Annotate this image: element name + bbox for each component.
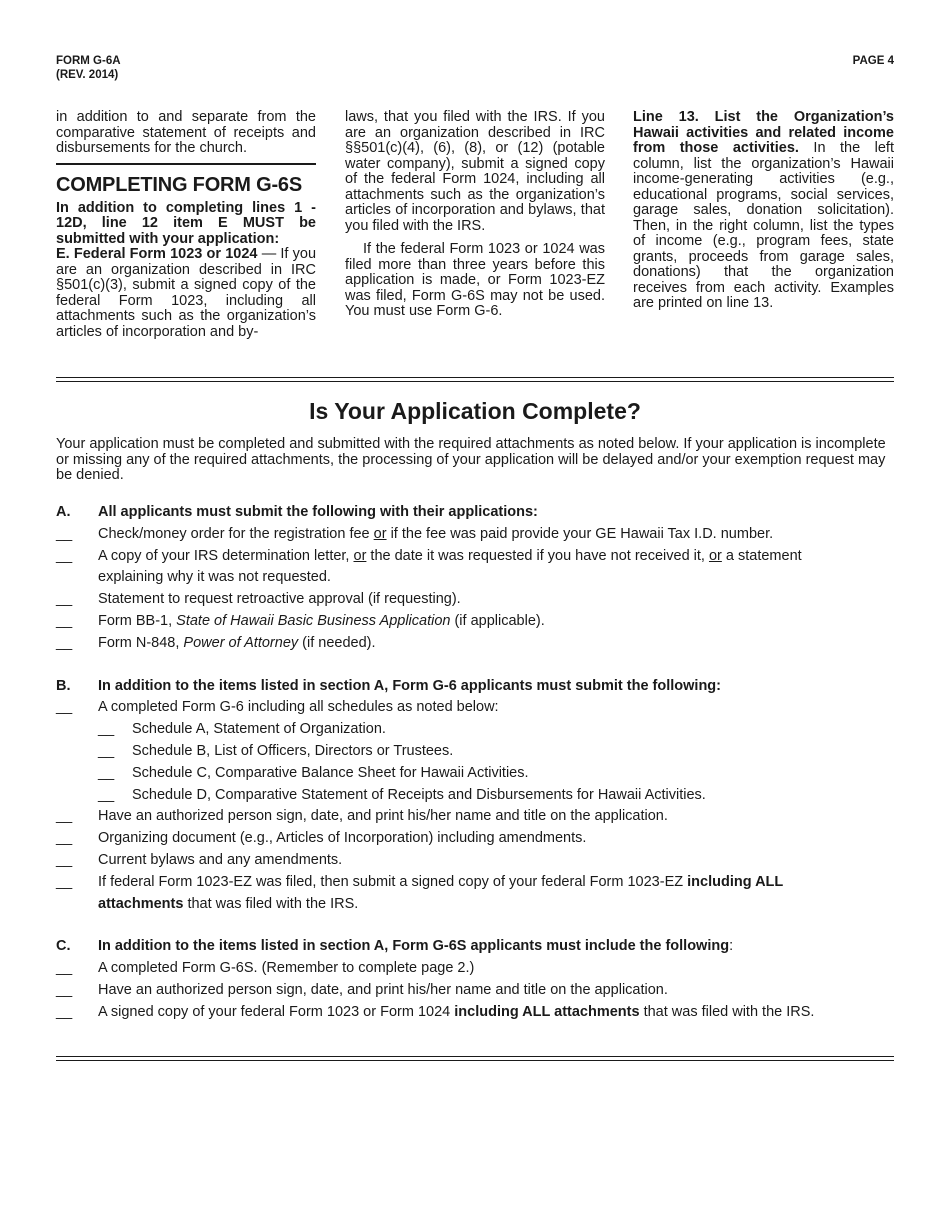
checklist-item [56, 980, 894, 1002]
item-text: Organizing document (e.g., Articles of Incorporation) including amendments. [98, 830, 587, 847]
section-heading-text: In addition to the items listed in section A, Form G-6 applicants must submit the following: [98, 677, 721, 694]
form-revision: (REV. 2014) [56, 69, 119, 81]
item-text: Current bylaws and any amendments. [98, 851, 343, 868]
line-13-paragraph [633, 110, 894, 312]
text-part: Form BB-1, [98, 612, 177, 629]
checklist-item [56, 633, 894, 655]
checklist-item [56, 546, 894, 568]
check-blank[interactable]: __ [56, 960, 73, 977]
text-underline: or [353, 547, 367, 564]
instructions-column-3 [633, 110, 894, 312]
checklist-title: Is Your Application Complete? [309, 398, 641, 424]
item-text [98, 524, 894, 546]
text-part: A signed copy of your federal Form 1023 or Form 1024 [98, 1003, 455, 1020]
text-bold: attachments [98, 895, 184, 912]
checklist-intro: Your application must be completed and submitted with the required attachments as noted below. If your application is incomplete or missing any of the required attachments, the processing of your application will be delayed and/or your exemption request may be denied. [56, 436, 886, 483]
item-text: Schedule D, Comparative Statement of Receipts and Disbursements for Hawaii Activities. [132, 786, 706, 803]
check-blank[interactable]: __ [98, 721, 115, 738]
check-blank[interactable]: __ [56, 547, 73, 564]
checklist-item [56, 589, 894, 611]
col1-paragraph: in addition to and separate from the comparative statement of receipts and disbursements for the church. [56, 109, 316, 156]
checklist-item [56, 806, 894, 828]
item-e-paragraph [56, 247, 316, 340]
section-a-heading [56, 502, 894, 524]
check-blank[interactable]: __ [56, 1003, 73, 1020]
text-italic: Power of Attorney [183, 634, 299, 651]
check-blank[interactable]: __ [56, 591, 73, 608]
text-part: (if needed). [298, 634, 376, 651]
item-text: explaining why it was not requested. [98, 569, 331, 586]
section-divider-top [56, 377, 894, 382]
item-text: Statement to request retroactive approval (if requesting). [98, 591, 461, 608]
text-part: a statement [721, 547, 802, 564]
application-checklist [56, 502, 894, 1024]
line-13-text: In the left column, list the organization’s Hawaii income-generating activities (e.g., educational programs, social services, garage sales, donation solicitation). Then, in the right column, list the types of income (e.g., program fees, state grants, proceeds from garage sales, donations) that the organization receives from each activity. Examples are printed on line 13. [633, 140, 894, 311]
check-blank[interactable]: __ [56, 830, 73, 847]
checklist-item [56, 872, 894, 894]
section-divider-bottom [56, 1056, 894, 1061]
item-text: Have an authorized person sign, date, and print his/her name and title on the application. [98, 981, 668, 998]
checklist-item-continued [56, 894, 894, 916]
check-blank[interactable]: __ [98, 742, 115, 759]
col2-paragraph-2: If the federal Form 1023 or 1024 was filed more than three years before this application is made, or Form 1023-EZ was filed, Form G-6S may not be used. You must use Form G-6. [345, 241, 605, 319]
section-letter: A. [56, 504, 71, 520]
text-part: the date it was requested if you have not received it, [366, 547, 709, 564]
page-number: PAGE 4 [852, 55, 894, 67]
check-blank[interactable]: __ [56, 808, 73, 825]
item-text: Schedule C, Comparative Balance Sheet for Hawaii Activities. [132, 764, 529, 781]
section-heading-text [98, 936, 894, 958]
section-letter: C. [56, 938, 71, 955]
instructions-column-2 [345, 110, 605, 320]
text-part: If federal Form 1023-EZ was filed, then submit a signed copy of your federal Form 1023-EZ [98, 873, 688, 890]
check-blank[interactable]: __ [98, 786, 115, 803]
text-bold: including ALL [687, 873, 784, 890]
text-italic: State of Hawaii Basic Business Application [176, 612, 451, 629]
text-part: Check/money order for the registration fee [98, 525, 374, 542]
checklist-item-continued [56, 567, 894, 589]
form-id: FORM G-6A [56, 55, 121, 67]
section-b-heading [56, 676, 894, 698]
form-header-left [56, 54, 121, 82]
instructions-column-1 [56, 110, 316, 340]
checklist-item [56, 958, 894, 980]
check-blank[interactable]: __ [56, 634, 73, 651]
section-gap [56, 915, 894, 936]
text-part: A copy of your IRS determination letter, [98, 547, 354, 564]
item-text [98, 894, 894, 916]
check-blank[interactable]: __ [98, 764, 115, 781]
check-blank[interactable]: __ [56, 851, 73, 868]
item-text [98, 633, 894, 655]
item-e-text: — If you are an organization described in IRC §501(c)(3), submit a signed copy of the federal Form 1023, including all attachments such as the organization’s articles of incorporation and by- [56, 246, 317, 340]
item-text: A completed Form G-6S. (Remember to complete page 2.) [98, 960, 475, 977]
text-part: (if applicable). [450, 612, 545, 629]
item-text [98, 872, 894, 894]
check-blank[interactable]: __ [56, 873, 73, 890]
checklist-subitem [56, 763, 894, 785]
item-e-label: E. Federal Form 1023 or 1024 [56, 246, 258, 262]
text-underline: or [708, 547, 722, 564]
section-c-heading [56, 936, 894, 958]
text-part: if the fee was paid provide your GE Hawaii Tax I.D. number. [386, 525, 774, 542]
checklist-subitem [56, 719, 894, 741]
checklist-item [56, 697, 894, 719]
text-bold: In addition to the items listed in section A, Form G-6S applicants must include the following [98, 938, 730, 955]
check-blank[interactable]: __ [56, 525, 73, 542]
text-part: that was filed with the IRS. [639, 1003, 815, 1020]
checklist-subitem [56, 785, 894, 807]
item-text [98, 611, 894, 633]
checklist-item [56, 611, 894, 633]
section-gap [56, 655, 894, 676]
item-text [98, 546, 894, 568]
completing-instruction: In addition to completing lines 1 - 12D, line 12 item E MUST be submitted with your application: [56, 199, 316, 247]
item-text: Schedule A, Statement of Organization. [132, 721, 386, 738]
item-text: Have an authorized person sign, date, and print his/her name and title on the application. [98, 808, 668, 825]
line-13-label: Line 13. List the Organization’s Hawaii activities and related income from those activities. [633, 109, 894, 156]
col2-paragraph-1: laws, that you filed with the IRS. If you are an organization described in IRC §§501(c)(4), (6), (8), or (12) (potable water company), submit a signed copy of the federal Form 1024, including all attachments such as the organization’s articles of incorporation and bylaws, that you filed with the IRS. [345, 109, 605, 234]
check-blank[interactable]: __ [56, 981, 73, 998]
checklist-item [56, 828, 894, 850]
section-letter: B. [56, 677, 71, 694]
item-text: Schedule B, List of Officers, Directors or Trustees. [132, 742, 454, 759]
item-text: A completed Form G-6 including all schedules as noted below: [98, 699, 499, 716]
checklist-item [56, 850, 894, 872]
text-part: that was filed with the IRS. [183, 895, 359, 912]
text-part: Form N-848, [98, 634, 184, 651]
item-text [98, 1002, 894, 1024]
section-heading-text: All applicants must submit the following with their applications: [98, 504, 538, 520]
completing-form-heading: COMPLETING FORM G-6S [56, 163, 316, 197]
check-blank[interactable]: __ [56, 699, 73, 716]
checklist-subitem [56, 741, 894, 763]
text-bold: including ALL attachments [454, 1003, 640, 1020]
check-blank[interactable]: __ [56, 612, 73, 629]
text-underline: or [373, 525, 387, 542]
checklist-item [56, 524, 894, 546]
text-part: : [729, 938, 734, 955]
checklist-item [56, 1002, 894, 1024]
